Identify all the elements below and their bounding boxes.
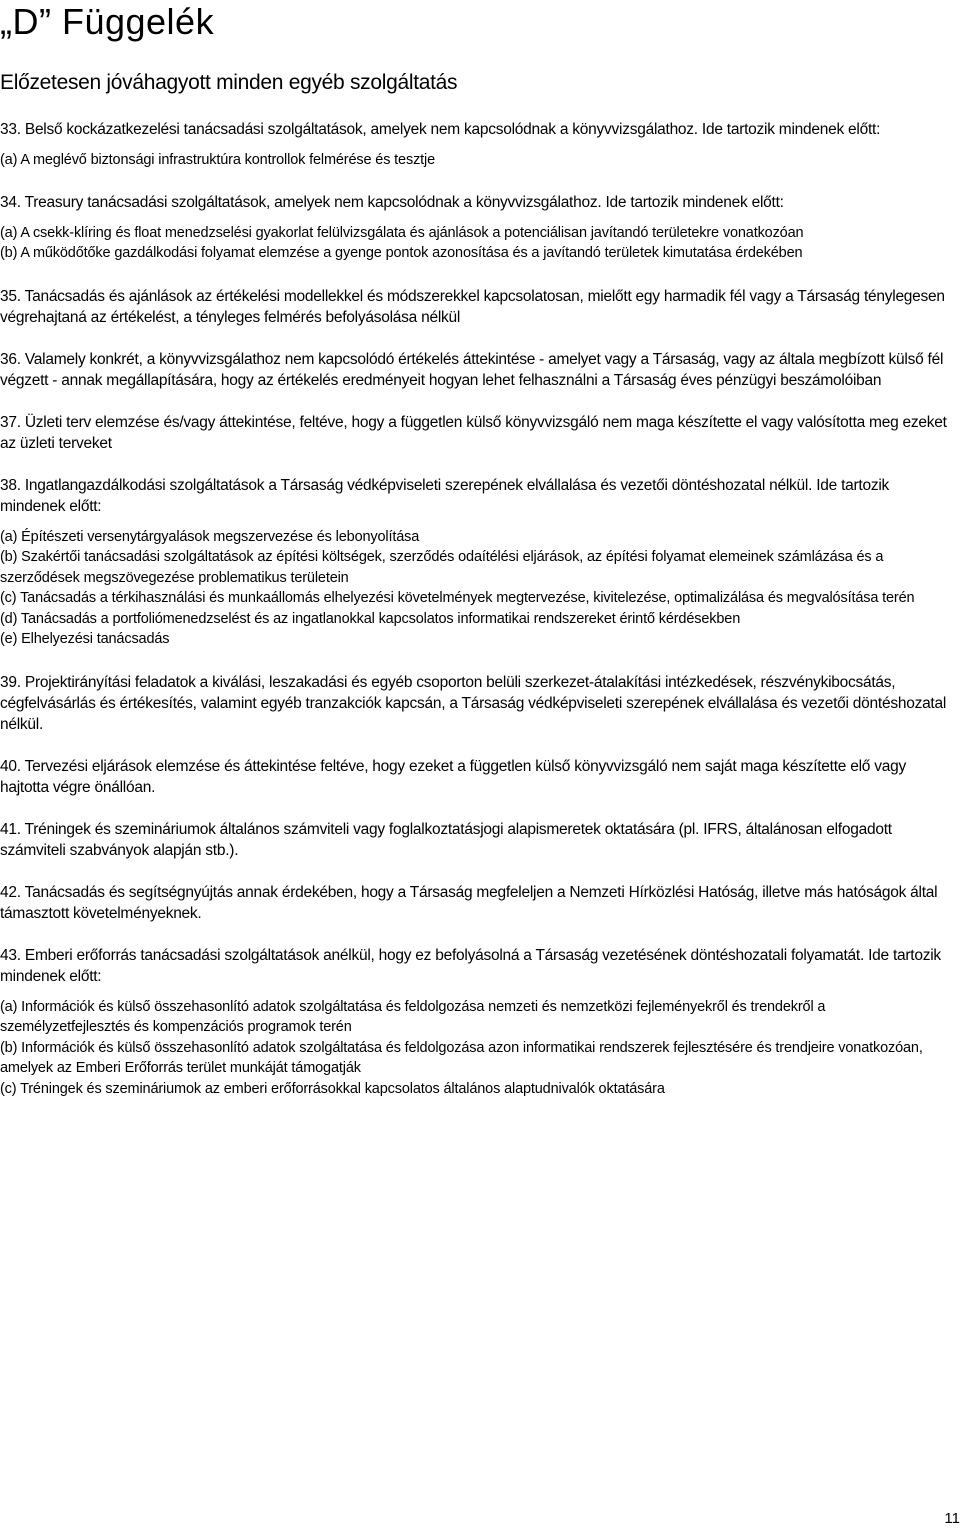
page-number: 11 — [944, 1510, 960, 1527]
section-37 — [0, 412, 956, 454]
section-33-item-a: (a) A meglévő biztonsági infrastruktúra kontrollok felmérése és tesztje — [0, 152, 436, 168]
section-41-heading: 41. Tréningek és szemináriumok általános számviteli vagy foglalkoztatásjogi alapismeretek oktatására (pl. IFRS, általánosan elfogadott számviteli szabványok alapján stb.). — [0, 820, 892, 859]
section-34-heading: 34. Treasury tanácsadási szolgáltatások, amelyek nem kapcsolódnak a könyvvizsgálathoz. Ide tartozik mindenek előtt: — [0, 193, 784, 211]
page-title: „D” Függelék — [0, 1, 215, 42]
section-38-heading: 38. Ingatlangazdálkodási szolgáltatások a Társaság védképviseleti szerepének elvállalása és vezetői döntéshozatal nélkül. Ide tartozik mindenek előtt: — [0, 476, 890, 515]
section-43-item-a: (a) Információk és külső összehasonlító adatok szolgáltatása és feldolgozása nemzeti és nemzetközi fejleményekről és trendekről a személyzetfejlesztés és kompenzációs programok terén — [0, 998, 826, 1035]
section-43-item-c: (c) Tréningek és szemináriumok az emberi erőforrásokkal kapcsolatos általános alaptudnivalók oktatására — [0, 1080, 665, 1097]
section-38-item-d: (d) Tanácsadás a portfoliómenedzselést és az ingatlanokkal kapcsolatos informatikai rendszereket érintő kérdésekben — [0, 610, 741, 627]
section-41 — [0, 819, 956, 861]
section-38-item-e: (e) Elhelyezési tanácsadás — [0, 631, 170, 647]
section-40 — [0, 756, 956, 798]
section-33 — [0, 119, 956, 171]
section-43-heading: 43. Emberi erőforrás tanácsadási szolgáltatások anélkül, hogy ez befolyásolná a Társaság vezetésének döntéshozatali folyamatát. Ide tartozik mindenek előtt: — [0, 946, 941, 985]
section-38-item-b: (b) Szakértői tanácsadási szolgáltatások az építési költségek, szerződés odaítélési eljárások, az építési folyamat elemeinek számlázása és a szerződések megszövegezése problematikus területein — [0, 549, 884, 586]
section-35 — [0, 286, 956, 328]
section-34 — [0, 192, 956, 264]
section-43-item-b: (b) Információk és külső összehasonlító adatok szolgáltatása és feldolgozása azon informatikai rendszerek fejlesztésére és trendjeire vonatkozóan, amelyek az Emberi Erőforrás terület munkáját támogatják — [0, 1039, 923, 1076]
section-38-item-a: (a) Építészeti versenytárgyalások megszervezése és lebonyolítása — [0, 528, 420, 545]
section-35-heading: 35. Tanácsadás és ajánlások az értékelési modellekkel és módszerekkel kapcsolatosan, mielőtt egy harmadik fél vagy a Társaság ténylegesen végrehajtaná az értékelést, a tényleges felmérés befolyásolása nélkül — [0, 287, 945, 326]
section-34-item-a: (a) A csekk-klíring és float menedzselési gyakorlat felülvizsgálata és ajánlások a potenciálisan javítandó területekre vonatkozóan — [0, 224, 804, 241]
section-43 — [0, 945, 956, 1100]
section-42-heading: 42. Tanácsadás és segítségnyújtás annak érdekében, hogy a Társaság megfeleljen a Nemzeti Hírközlési Hatóság, illetve más hatóságok által támasztott követelményeknek. — [0, 883, 938, 922]
section-38 — [0, 475, 956, 650]
section-39 — [0, 672, 956, 735]
section-39-heading: 39. Projektirányítási feladatok a kiválási, leszakadási és egyéb csoporton belüli szerkezet-átalakítási intézkedések, részvénykibocsátás, cégfelvásárlás és értékesítés, valamint egyéb tranzakciók kapcsán, a Társaság védképviseleti szerepének elvállalása és vezetői döntéshozatal nélkül. — [0, 673, 947, 733]
page-subtitle: Előzetesen jóváhagyott minden egyéb szolgáltatás — [0, 71, 458, 94]
section-37-heading: 37. Üzleti terv elemzése és/vagy áttekintése, feltéve, hogy a független külső könyvvizsgáló nem maga készítette el vagy valósította meg ezeket az üzleti terveket — [0, 413, 947, 452]
section-42 — [0, 882, 956, 924]
section-36-heading: 36. Valamely konkrét, a könyvvizsgálathoz nem kapcsolódó értékelés áttekintése - amelyet vagy a Társaság, vagy az általa megbízott külső fél végzett - annak megállapítására, hogy az értékelés eredményeit hogyan lehet felhasználni a Társaság éves pénzügyi beszámolóiban — [0, 350, 944, 389]
section-34-item-b: (b) A működőtőke gazdálkodási folyamat elemzése a gyenge pontok azonosítása és a javítandó területek kimutatása érdekében — [0, 245, 803, 261]
section-36 — [0, 349, 956, 391]
section-33-heading: 33. Belső kockázatkezelési tanácsadási szolgáltatások, amelyek nem kapcsolódnak a könyvvizsgálathoz. Ide tartozik mindenek előtt: — [0, 121, 881, 138]
section-40-heading: 40. Tervezési eljárások elemzése és áttekintése feltéve, hogy ezeket a független külső könyvvizsgáló nem saját maga készítette elő vagy hajtotta végre önállóan. — [0, 757, 906, 796]
section-38-item-c: (c) Tanácsadás a térkihasználási és munkaállomás elhelyezési követelmények megtervezése, kivitelezése, optimalizálása és megvalósítása terén — [0, 590, 915, 606]
document-body — [0, 119, 956, 1099]
